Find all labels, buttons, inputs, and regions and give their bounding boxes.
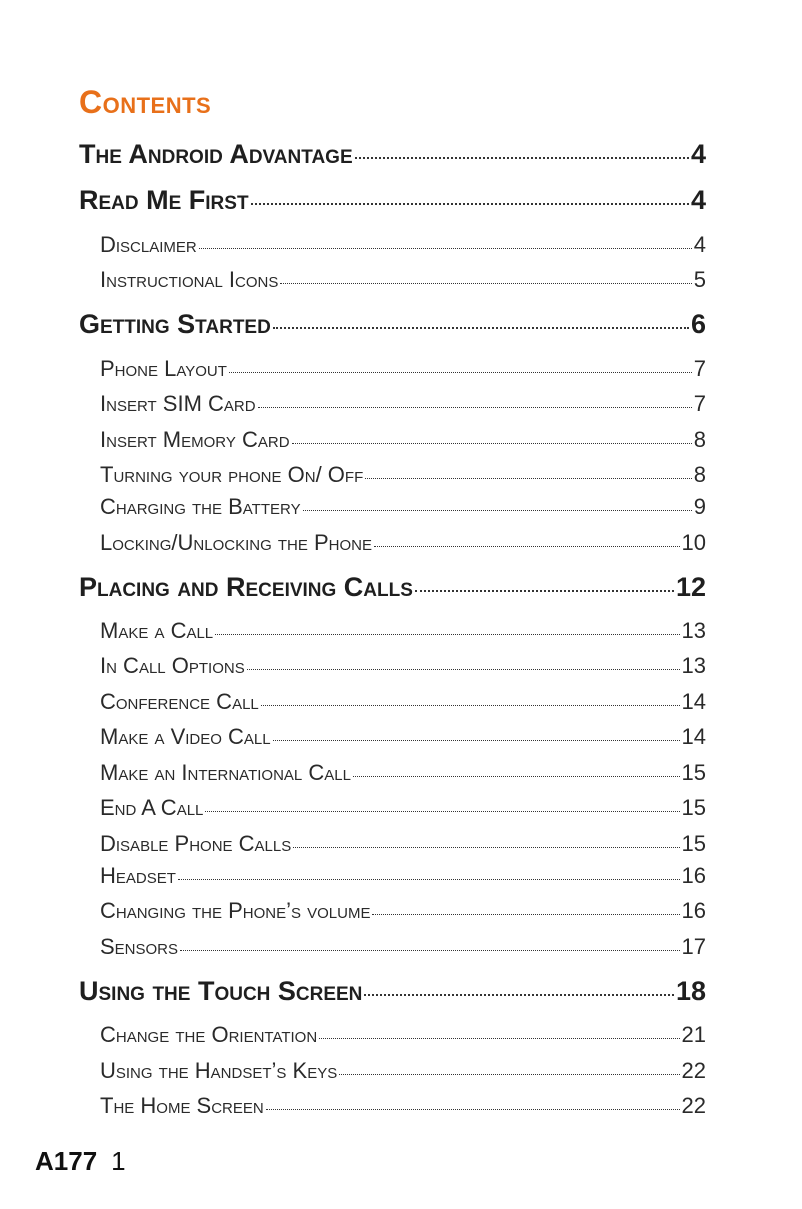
dot-leader <box>258 407 692 408</box>
toc-entry-label: Using the Touch Screen <box>79 976 363 1006</box>
toc-entry-page: 16 <box>681 898 706 923</box>
toc-entry-label: Insert Memory Card <box>100 427 290 452</box>
toc-entry-page: 22 <box>681 1093 706 1118</box>
toc-entry-turning-phone-on-off[interactable] <box>100 462 706 488</box>
toc-entry-insert-sim-card[interactable] <box>100 391 706 417</box>
dot-leader <box>273 327 689 329</box>
toc-entry-page: 4 <box>690 139 706 169</box>
toc-entry-label: Turning your phone On/ Off <box>100 462 364 487</box>
toc-entry-page: 7 <box>693 391 706 416</box>
toc-entry-changing-volume[interactable] <box>100 898 706 924</box>
toc-entry-headset[interactable] <box>100 863 706 889</box>
toc-entry-page: 12 <box>675 572 706 602</box>
toc-entry-label: Instructional Icons <box>100 267 279 292</box>
footer-model: A177 <box>35 1146 98 1176</box>
toc-entry-label: Make an International Call <box>100 760 351 785</box>
toc-entry-disclaimer[interactable] <box>100 232 706 258</box>
toc-entry-label: Disclaimer <box>100 232 197 257</box>
toc-entry-end-a-call[interactable] <box>100 795 706 821</box>
toc-entry-label: Make a Call <box>100 618 214 643</box>
dot-leader <box>215 634 679 635</box>
dot-leader <box>372 914 679 915</box>
toc-entry-instructional-icons[interactable] <box>100 267 706 293</box>
dot-leader <box>365 478 692 479</box>
dot-leader <box>415 590 674 592</box>
dot-leader <box>293 847 679 848</box>
toc-entry-insert-memory-card[interactable] <box>100 427 706 453</box>
toc-entry-page: 8 <box>693 427 706 452</box>
toc-entry-label: Make a Video Call <box>100 724 271 749</box>
toc-entry-the-android-advantage[interactable] <box>79 139 706 170</box>
toc-entry-sensors[interactable] <box>100 934 706 960</box>
toc-entry-label: The Home Screen <box>100 1093 264 1118</box>
page-title: Contents <box>79 84 212 120</box>
toc-entry-phone-layout[interactable] <box>100 356 706 382</box>
toc-entry-make-a-video-call[interactable] <box>100 724 706 750</box>
toc-entry-placing-receiving-calls[interactable] <box>79 572 706 603</box>
toc-entry-label: Changing the Phone’s volume <box>100 898 371 923</box>
toc-entry-conference-call[interactable] <box>100 689 706 715</box>
dot-leader <box>374 546 680 547</box>
page-footer <box>35 1146 126 1177</box>
dot-leader <box>273 740 680 741</box>
dot-leader <box>178 879 680 880</box>
toc-entry-label: Conference Call <box>100 689 259 714</box>
dot-leader <box>229 372 692 373</box>
toc-entry-page: 7 <box>693 356 706 381</box>
toc-entry-home-screen[interactable] <box>100 1093 706 1119</box>
dot-leader <box>247 669 680 670</box>
toc-entry-handset-keys[interactable] <box>100 1058 706 1084</box>
toc-entry-international-call[interactable] <box>100 760 706 786</box>
toc-entry-page: 21 <box>681 1022 706 1047</box>
toc-entry-label: Insert SIM Card <box>100 391 256 416</box>
toc-entry-page: 17 <box>681 934 706 959</box>
toc-entry-using-touch-screen[interactable] <box>79 976 706 1007</box>
toc-entry-label: Placing and Receiving Calls <box>79 572 413 602</box>
dot-leader <box>355 157 689 159</box>
toc-entry-locking-unlocking[interactable] <box>100 530 706 556</box>
toc-entry-label: Locking/Unlocking the Phone <box>100 530 372 555</box>
toc-entry-page: 16 <box>681 863 706 888</box>
dot-leader <box>251 203 689 205</box>
dot-leader <box>364 994 674 996</box>
footer-page-number: 1 <box>111 1146 126 1176</box>
toc-entry-label: Using the Handset’s Keys <box>100 1058 338 1083</box>
toc-entry-page: 13 <box>681 653 706 678</box>
toc-entry-page: 6 <box>690 309 706 339</box>
dot-leader <box>199 248 692 249</box>
dot-leader <box>266 1109 680 1110</box>
toc-entry-getting-started[interactable] <box>79 309 706 340</box>
toc-entry-label: Disable Phone Calls <box>100 831 292 856</box>
toc-entry-label: Getting Started <box>79 309 271 339</box>
toc-entry-page: 15 <box>681 760 706 785</box>
dot-leader <box>180 950 679 951</box>
toc-entry-page: 5 <box>693 267 706 292</box>
dot-leader <box>280 283 691 284</box>
toc-entry-label: Headset <box>100 863 176 888</box>
dot-leader <box>303 510 692 511</box>
toc-entry-page: 15 <box>681 795 706 820</box>
toc-entry-charging-the-battery[interactable] <box>100 494 706 520</box>
toc-entry-page: 9 <box>693 494 706 519</box>
dot-leader <box>205 811 679 812</box>
toc-entry-change-orientation[interactable] <box>100 1022 706 1048</box>
dot-leader <box>339 1074 679 1075</box>
toc-entry-page: 13 <box>681 618 706 643</box>
toc-entry-page: 4 <box>690 185 706 215</box>
toc-entry-page: 14 <box>681 689 706 714</box>
toc-entry-label: In Call Options <box>100 653 245 678</box>
toc-entry-label: Change the Orientation <box>100 1022 318 1047</box>
dot-leader <box>353 776 680 777</box>
toc-entry-page: 14 <box>681 724 706 749</box>
toc-entry-label: Phone Layout <box>100 356 227 381</box>
toc-entry-page: 22 <box>681 1058 706 1083</box>
toc-entry-label: The Android Advantage <box>79 139 353 169</box>
toc-entry-make-a-call[interactable] <box>100 618 706 644</box>
toc-entry-disable-phone-calls[interactable] <box>100 831 706 857</box>
dot-leader <box>319 1038 679 1039</box>
toc-entry-label: Read Me First <box>79 185 249 215</box>
toc-entry-read-me-first[interactable] <box>79 185 706 216</box>
toc-entry-page: 10 <box>681 530 706 555</box>
dot-leader <box>261 705 680 706</box>
toc-entry-page: 18 <box>675 976 706 1006</box>
toc-entry-in-call-options[interactable] <box>100 653 706 679</box>
toc-entry-label: Sensors <box>100 934 179 959</box>
dot-leader <box>292 443 692 444</box>
toc-entry-page: 4 <box>693 232 706 257</box>
toc-entry-label: End A Call <box>100 795 204 820</box>
toc-entry-label: Charging the Battery <box>100 494 301 519</box>
toc-entry-page: 15 <box>681 831 706 856</box>
toc-entry-page: 8 <box>693 462 706 487</box>
